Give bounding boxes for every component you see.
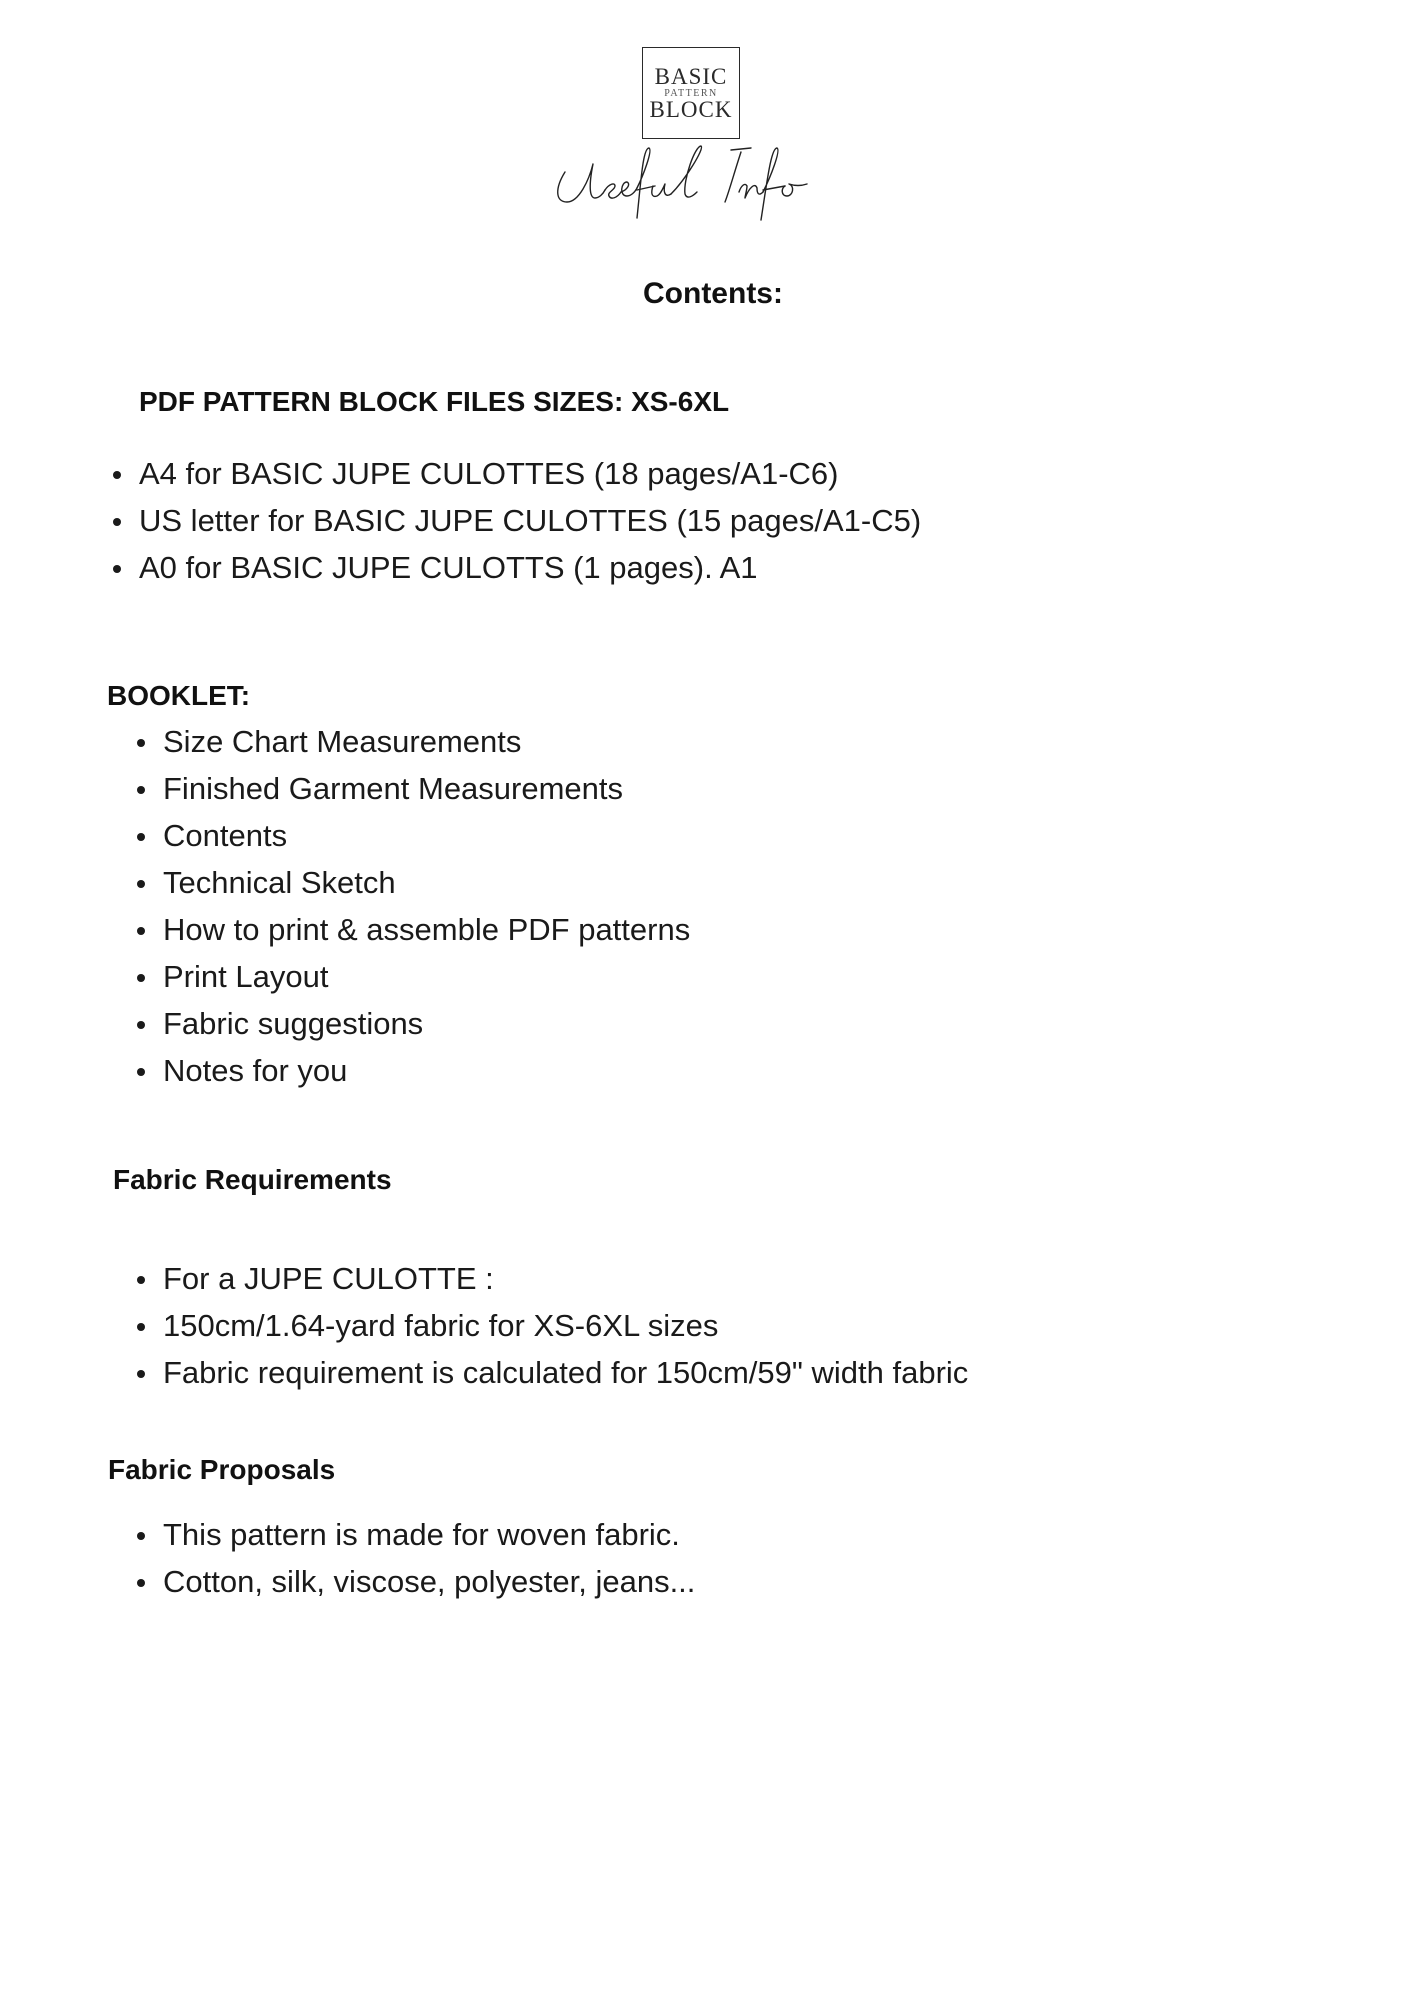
list-item: US letter for BASIC JUPE CULOTTES (15 pages/A1-C5) [139,497,921,544]
logo-line-pattern: PATTERN [664,87,718,99]
list-item: Fabric suggestions [163,1000,690,1047]
list-item: Cotton, silk, viscose, polyester, jeans... [163,1558,695,1605]
list-item: Technical Sketch [163,859,690,906]
list-item: 150cm/1.64-yard fabric for XS-6XL sizes [163,1302,968,1349]
booklet-heading: BOOKLET: [107,680,251,711]
useful-info-signature [545,140,855,230]
list-item: Fabric requirement is calculated for 150cm/59" width fabric [163,1349,968,1396]
useful-info-script-title [545,140,855,230]
fabric-proposals-heading: Fabric Proposals [108,1454,336,1485]
pdf-files-list [139,450,921,591]
list-item: For a JUPE CULOTTE : [163,1255,968,1302]
logo-line-block: BLOCK [649,96,733,122]
list-item: Notes for you [163,1047,690,1094]
list-item: Contents [163,812,690,859]
list-item: How to print & assemble PDF patterns [163,906,690,953]
contents-heading: Contents: [643,277,783,310]
fabric-requirements-list [163,1255,968,1396]
pdf-files-heading: PDF PATTERN BLOCK FILES SIZES: XS-6XL [139,386,730,417]
logo-line-basic: BASIC [654,63,728,89]
list-item: Print Layout [163,953,690,1000]
fabric-requirements-heading: Fabric Requirements [113,1164,392,1195]
list-item: A0 for BASIC JUPE CULOTTS (1 pages). A1 [139,544,921,591]
list-item: Size Chart Measurements [163,718,690,765]
booklet-list [163,718,690,1094]
fabric-proposals-list [163,1511,695,1605]
list-item: A4 for BASIC JUPE CULOTTES (18 pages/A1-C6) [139,450,921,497]
list-item: This pattern is made for woven fabric. [163,1511,695,1558]
brand-logo [642,47,740,139]
list-item: Finished Garment Measurements [163,765,690,812]
